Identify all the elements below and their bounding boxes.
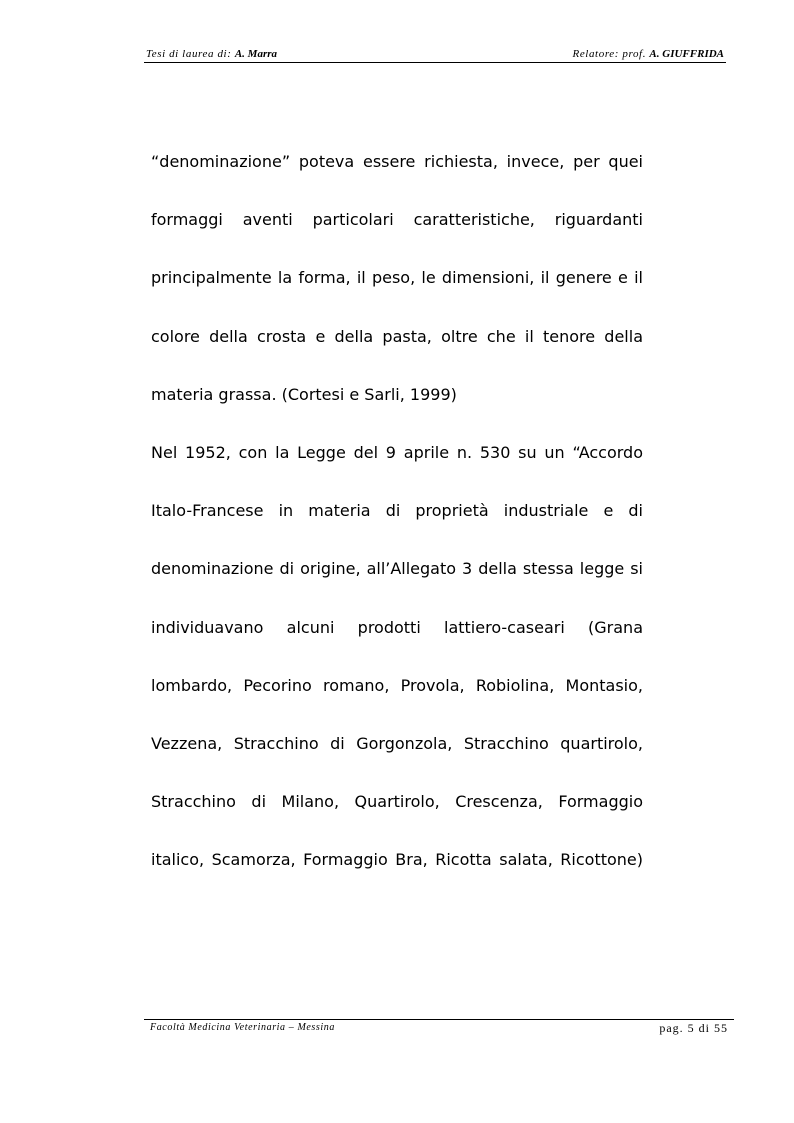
author-name: A. Marra (234, 48, 278, 60)
text-line: denominazione di origine, all’Allegato 3 della stessa legge si (151, 559, 643, 579)
text-line: Italo-Francese in materia di proprietà industriale e di (151, 501, 643, 521)
text-line: individuavano alcuni prodotti lattiero-caseari (Grana (151, 617, 643, 637)
running-footer (150, 1021, 728, 1037)
advisor-line (573, 48, 725, 60)
text-line: materia grassa. (Cortesi e Sarli, 1999) (151, 384, 457, 404)
body-text (151, 143, 643, 899)
thesis-author-line (146, 48, 277, 60)
text-line: Vezzena, Stracchino di Gorgonzola, Stracchino quartirolo, (151, 733, 643, 753)
header-rule (144, 62, 726, 63)
text-line: colore della crosta e della pasta, oltre che il tenore della (151, 326, 643, 346)
text-line: principalmente la forma, il peso, le dimensioni, il genere e il (151, 268, 643, 288)
faculty-label: Facoltà Medicina Veterinaria – Messina (150, 1022, 335, 1033)
advisor-name: A. GIUFFRIDA (649, 48, 724, 60)
author-prefix: Tesi di laurea di: (146, 48, 235, 60)
advisor-prefix: Relatore: prof. (572, 48, 650, 60)
text-line: lombardo, Pecorino romano, Provola, Robiolina, Montasio, (151, 675, 643, 695)
text-line: “denominazione” poteva essere richiesta, invece, per quei (151, 152, 643, 171)
text-line: Nel 1952, con la Legge del 9 aprile n. 530 su un “Accordo (151, 442, 643, 462)
text-line: formaggi aventi particolari caratteristiche, riguardanti (151, 210, 643, 230)
running-header (146, 48, 726, 62)
footer-rule (144, 1019, 734, 1020)
text-line: Stracchino di Milano, Quartirolo, Crescenza, Formaggio (151, 792, 643, 812)
text-line: italico, Scamorza, Formaggio Bra, Ricotta salata, Ricottone) (151, 850, 643, 870)
page-number: pag. 5 di 55 (659, 1021, 728, 1035)
